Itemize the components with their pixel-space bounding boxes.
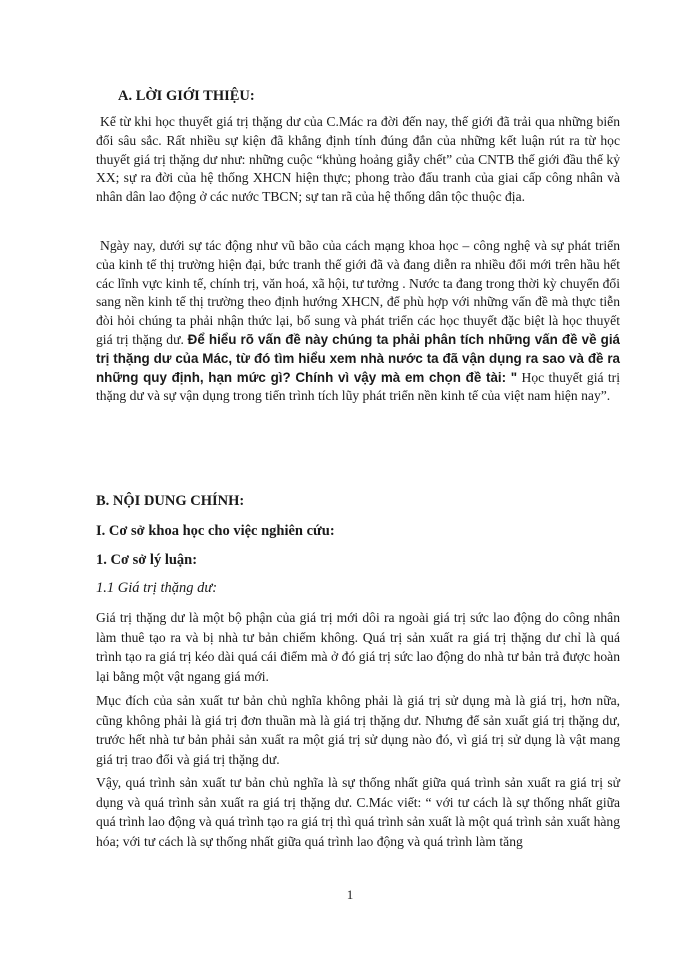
- subsection-heading-1-1: 1.1 Giá trị thặng dư:: [96, 580, 218, 596]
- intro-paragraph-2: [96, 237, 620, 406]
- section-heading-1: I. Cơ sở khoa học cho việc nghiên cứu:: [96, 523, 335, 539]
- body-paragraph-1: Giá trị thặng dư là một bộ phận của giá trị mới dôi ra ngoài giá trị sức lao động do công nhân làm thuê tạo ra và bị nhà tư bản chiếm không. Quá trị sản xuất ra giá trị thặng dư chỉ là quá trình tạo ra giá trị kéo dài quá cái điểm mà ở đó giá trị sức lao động do nhà tư bản trả được hoàn lại bằng một vật ngang giá mới.: [96, 610, 620, 684]
- body-paragraph-2: Mục đích của sản xuất tư bản chủ nghĩa không phải là giá trị sử dụng mà là giá trị, hơn nữa, cũng không phải là giá trị đơn thuần mà là giá trị thặng dư. Nhưng để sản xuất giá trị thặng dư, trước hết nhà tư bản phải sản xuất ra một giá trị sử dụng nào đó, vì giá trị sử dụng là vật mang giá trị trao đổi và giá trị thặng dư.: [96, 693, 620, 767]
- subsection-heading-1: 1. Cơ sở lý luận:: [96, 552, 198, 568]
- page-number: 1: [346, 887, 354, 902]
- intro-paragraph-1: Kể từ khi học thuyết giá trị thặng dư của C.Mác ra đời đến nay, thế giới đã trải qua những biến đổi sâu sắc. Rất nhiều sự kiện đã khẳng định tính đúng đắn của những kết luận rút ra từ học thuyết giá trị thặng dư như: những cuộc “khủng hoảng giẫy chết” của CNTB thế giới đầu thế kỷ XX; sự ra đời của hệ thống XHCN hiện thực; phong trào đấu tranh của giai cấp công nhân và nhân dân lao động ở các nước TBCN; sự tan rã của hệ thống dân tộc thuộc địa.: [96, 114, 620, 205]
- intro-paragraph-2-bold: Để hiểu rõ vấn đề này chúng ta phải phân tích những vấn đề về giá trị thặng dư của Mác, từ đó tìm hiểu xem nhà nước ta đã vận dụng ra sao và đề ra những quy định, hạn mức gì? Chính vì vậy mà em chọn đề tài: ": [96, 331, 621, 385]
- body-paragraph-3: Vậy, quá trình sản xuất tư bản chủ nghĩa là sự thống nhất giữa quá trình sản xuất ra giá trị sử dụng và quá trình sản xuất ra giá trị thặng dư. C.Mác viết: “ với tư cách là sự thống nhất giữa quá trình lao động và quá trình tạo ra giá trị thì quá trình sản xuất là một quá trình sản xuất hàng hóa; với tư cách là sự thống nhất giữa quá trình lao động và quá trình làm tăng: [96, 775, 620, 849]
- intro-paragraph-2-text: Ngày nay, dưới sự tác động như vũ bão của cách mạng khoa học – công nghệ và sự phát triển của kinh tế thị trường hiện đại, bức tranh thế giới đã và đang diễn ra nhiều đổi mới trên hầu hết các lĩnh vực kinh tế, chính trị, văn hoá, xã hội, tư tưởng . Nước ta đang trong thời kỳ chuyển đổi sang nền kinh tế thị trường theo định hướng XHCN, để phù hợp với những vấn đề mà thực tiễn đòi hỏi chúng ta phải nhận thức lại, bổ sung và phát triển các học thuyết đặc biệt là học thuyết giá trị thặng dư.: [96, 238, 620, 347]
- intro-paragraph-2-topic: Học thuyết giá trị thặng dư và sự vận dụng trong tiến trình tích lũy phát triển nền kinh tế của việt nam hiện nay”.: [96, 369, 620, 404]
- intro-heading: A. LỜI GIỚI THIỆU:: [118, 88, 255, 104]
- main-heading: B. NỘI DUNG CHÍNH:: [96, 493, 245, 509]
